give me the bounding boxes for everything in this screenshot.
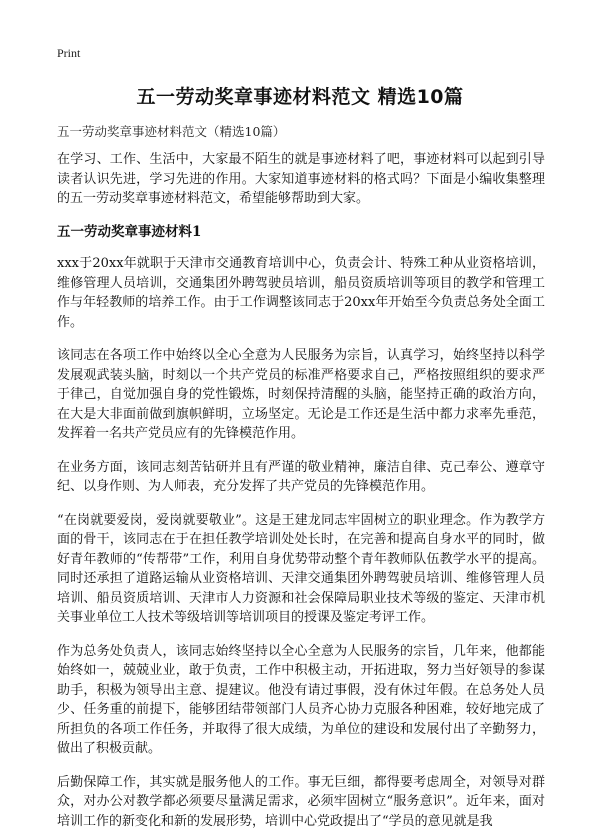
intro-paragraph: 在学习、工作、生活中，大家最不陌生的就是事迹材料了吧，事迹材料可以起到引导读者认识先进，学习先进的作用。大家知道事迹材料的格式吗？下面是小编收集整理的五一劳动奖章事迹材料范文，希望能够帮助到大家。 — [57, 152, 545, 206]
section-heading: 五一劳动奖章事迹材料1 — [57, 223, 202, 240]
body-paragraph: 后勤保障工作，其实就是服务他人的工作。事无巨细，都得要考虑周全，对领导对群众，对办公对教学都必须要尽量满足需求，必须牢固树立“服务意识”。近年来，面对培训工作的新变化和新的发展形势，培训中心党政提出了“学员的意见就是我 — [57, 774, 545, 828]
body-paragraph: “在岗就要爱岗，爱岗就要敬业”。这是王建龙同志牢固树立的职业理念。作为教学方面的骨干，该同志在于在担任教学培训处处长时，在完善和提高自身水平的同时，做好青年教师的“传帮带”工作，利用自身优势带动整个青年教师队伍教学水平的提高。同时还承担了道路运输从业资格培训、天津交通集团外聘驾驶员培训、维修管理人员培训、船员资质培训、天津市人力资源和社会保障局职业技术等级的鉴定、天津市机关事业单位工人技术等级培训等培训项目的授课及鉴定考评工作。 — [57, 512, 545, 625]
article-body — [57, 150, 545, 828]
page-title: 五一劳动奖章事迹材料范文 精选10篇 — [136, 86, 464, 108]
print-label: Print — [57, 46, 81, 60]
body-paragraph: 该同志在各项工作中始终以全心全意为人民服务为宗旨，认真学习，始终坚持以科学发展观武装头脑，时刻以一个共产党员的标准严格要求自己，严格按照组织的要求严于律己，自觉加强自身的党性锻炼，时刻保持清醒的头脑，能坚持正确的政治方向，在大是大非面前做到旗帜鲜明，立场坚定。无论是工作还是生活中都力求率先垂范，发挥着一名共产党员应有的先锋模范作用。 — [57, 348, 545, 441]
body-paragraph: 在业务方面，该同志刻苦钻研并且有严谨的敬业精神，廉洁自律、克己奉公、遵章守纪、以身作则、为人师表，充分发挥了共产党员的先锋模范作用。 — [57, 459, 545, 494]
page-subtitle: 五一劳动奖章事迹材料范文（精选10篇） — [57, 124, 286, 139]
body-paragraph: xxx于20xx年就职于天津市交通教育培训中心，负责会计、特殊工种从业资格培训，维修管理人员培训，交通集团外聘驾驶员培训，船员资质培训等项目的教学和管理工作与年轻教师的培养工作。由于工作调整该同志于20xx年开始至今负责总务处全面工作。 — [57, 256, 545, 330]
body-paragraph: 作为总务处负责人，该同志始终坚持以全心全意为人民服务的宗旨，几年来，他都能始终如一，兢兢业业，敢于负责，工作中积极主动，开拓进取，努力当好领导的参谋助手，积极为领导出主意、提建议。他没有请过事假，没有休过年假。在总务处人员少、任务重的前提下，能够团结带领部门人员齐心协力克服各种困难，较好地完成了所担负的各项工作任务，并取得了很大成绩，为单位的建设和发展付出了辛勤努力，做出了积极贡献。 — [57, 643, 545, 756]
